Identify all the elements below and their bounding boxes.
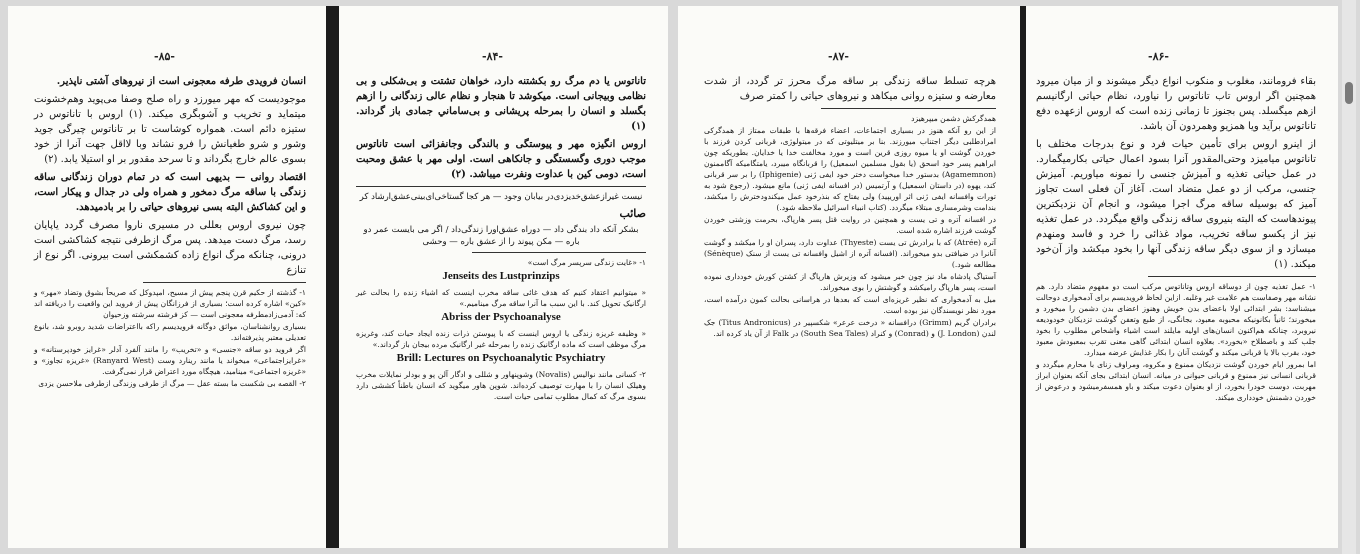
page-number: -۸۶- — [1148, 50, 1169, 63]
footnote: اگر فروید دو ساقه «جنسی» و «تخریب» را مانند آلفرد آدلر «غرایز خودپرستانه» و «غرایزاجتماعی» میخواند یا مانند رینارد وست (Ranyard West) «غریزه تجاوز» و «غریزه اجتماعی» مینامید، هیچگاه مورد اعتراض قرار نمی‌گرفت. — [34, 345, 306, 376]
book-page — [8, 6, 326, 548]
citation-title: Abriss der Psychoanalyse — [441, 311, 561, 323]
poem-verse: نیست غیرازعشق‌خدیزدی‌در بیابان وجود — هر کجا گستاخی‌ای‌بینی‌عشق‌ارشاد کر — [359, 192, 643, 202]
paragraph: اروس انگیزه مهر و پیوستگی و بالندگی وجانفزائی است تاناتوس موجب دوری وگسستگی و جانکاهی است. اولی مهر با عشق ومحبت است، دومی کین با عداوت ونفرت میباشد. (۲) — [356, 139, 646, 180]
paragraph: تاناتوس یا دم مرگ رو بکشتنه دارد، خواهان تشتت و بی‌شکلی و بی نظامی وبیجانی است. میکوشد تا هنجار و نظام عالی زندگانی را ازهم بگسلد و انسان را بمرحله پریشانی و بی‌ساماني جمادی باز گرداند. (۱) — [356, 76, 646, 132]
book-spine — [1020, 6, 1026, 548]
page-number: -۸۴- — [482, 50, 503, 63]
paragraph: چون نیروی اروس بعللی در مسیری ناروا مصرف گردد یاپایان رسد، مرگ دست میدهد. پس مرگ ازطرفی نتیجه کشاکشی است درونی، چنانکه مرگ انواع زاده کشمکشی است بیرونی. اگر نوع از تنازع — [34, 220, 306, 276]
page-body — [34, 74, 306, 390]
scrollbar-thumb[interactable] — [1345, 82, 1353, 104]
footnote-rule — [143, 282, 306, 283]
book-page — [326, 6, 668, 548]
paragraph: موجودیست که مهر میورزد و راه صلح وصفا می‌پوید وهم‌خشونت میتماید و تخریب و آشوبگری میکند. (۱) اروس با تاناتوس در ستیزه دائم است. همواره کوشاست تا بر تاناتوس چیرگی جوید وشور و شرو طغیانش را فرو نشاند وبا لااقل جهت آنرا از خود بسوی عالم خارج بگرداند و تا سرحد مقدور بر او استیلا یابد. (۲) — [34, 94, 306, 165]
footnote: ۱- «غایت زندگی سرپسر مرگ است» — [527, 258, 646, 267]
page-body — [1036, 74, 1316, 404]
citation-title: Jenseits des Lustprinzips — [442, 270, 560, 282]
page-number: -۸۷- — [828, 50, 849, 63]
paragraph: اقتصاد روانی — بدیهی است که در تمام دوران زندگانی ساقه زندگی با ساقه مرگ دمخور و همراه ولی در جدال و پیکار است، و این کشاکش البته بسی نیروهای حیاتی را بر بادمیدهد. — [34, 172, 306, 213]
footnote-rule — [1148, 276, 1316, 277]
footnote: برادران گریم (Grimm) درافسانه « درخت عرعر» شکسپیر در (Titus Andronicus) جک لندن (J. London) و (Conrad) و کنراد (South Sea Tales) در Falk از آن یاد کرده اند. — [704, 318, 996, 338]
page-body — [704, 74, 996, 340]
paragraph: از اینرو اروس برای تأمین حیات فرد و نوع بدرجات مختلف با تاناتوس میامیزد وحتی‌المقدور آنرا بسود اعمال حیاتی بکارمیگمارد. در عمل حیاتی تغذیه و آمیزش جنسی را نمونه میاوریم. آمیزش جنسی، مرکب از دو عمل متضاد است. آغاز آن فعلی است تجاوز آمیز که بوسیله ساقه مرگ اجرا میشود، و انجام آن نزدیکترین پیوندهاست که البته بنیروی ساقه زندگی واقع میگردد. در عمل تغذیه نیز از یکسو ساقه تخریب، مواد غذائی را خرد و فاسد ومنهدم میسازد و از سوی دیگر ساقه زندگی آنها را بخود میکشد واز آن‌خود میکند. (۱) — [1036, 139, 1316, 270]
footnote: اما بمرور ایام خوردن گوشت نزدیکان ممنوع و مکروه، ومراوف زنای با محارم میگردد و قربانی انسانی نیز ممنوع و قربانی حیوانی در میانه. انسان ابتدائی بجای آنکه بعنوان ابراز مهربت، دوست خودرا بخورد، از او بعنوان دعوت میکند و باو همسفرمیشود و درعوض از خوردن دشمنش خودداری میکند. — [1036, 360, 1316, 402]
poet-name: صائب — [619, 207, 646, 220]
paragraph: انسان فرویدی طرفه معجونی است از نیروهای آشتی ناپذیر. — [56, 76, 306, 87]
citation-title: Brill: Lectures on Psychoanalytic Psychiatry — [396, 352, 606, 364]
footnote: آتره (Atrée) که با برادرش تی یست (Thyeste) عداوت دارد، پسران او را میکشد و گوشت آنانرا در ضیافتی بدو میخوراند. (افسانه آتره از اشیل وافسانه تی یست از سنک (Sénèque) مطالعه شود.) — [704, 238, 996, 269]
footnote: ۲- القصه بی شکست ما بسته عقل — مرگ از طرفی وزندگی ازطرفی ملاحسن یزدی — [38, 379, 306, 388]
footnote: ۱- گذشته از حکیم قرن پنجم پیش از مسیح، امپدوکل که صریحاً بشوق وتضاد «مهر» و «کین» اشاره کرده است؛ بسیاری از فرزانگان پیش از فروید این واقعیت را دریافته اند که: آدمی‌زادمطرفه معجونی است — کز فرشته سرشته وزحیوان — [34, 288, 306, 319]
page-body — [356, 74, 646, 403]
paragraph: هرچه تسلط ساقه زندگی بر ساقه مرگ محرز تر گردد، از شدت معارضه و ستیزه روانی میکاهد و نیروهای حیاتی را کمتر صرف — [704, 76, 996, 102]
footnote: ۱- عمل تغذیه چون از دوساقه اروس وتاناتوس مرکب است دو مفهوم متضاد دارد. هم نشانه مهر وصفاست هم علامت غیر وغلبه. ازاین لحاظ فرویدیسم برای آدمخواری دوحالت میشناسد: بشر ابتدائی اولا باعضای بدن خویش وهنوز اعضای بدن دشمن را میخورد و میخورند؛ ثانیاً بکانونیکه محبوبه معبود، بجانگی، از طبع وتعفن گوشت تزدیکان خودودیعه نیروبرد، چنانکه هم‌اکنون انسان‌های اولیه مایلند است اشیاء واشخاص مطلوب را بخود جلب کند و باصطلاح «بخورد». بعلاوه انسان ابتدائی گاهی معنی تقرب بمعبودش معبود خود، بقرب بالا یا قربانی میکند و گوشت آنان را بکار غذایش عرضه میدارد. — [1036, 282, 1316, 357]
footnote: میل به آدمخواری که نظیر غریزه‌ای است که بعدها در هراسانی بحالت کمون درآمده است، مورد نظر نویسندگان نیز بوده است. — [704, 295, 996, 315]
poem-verse: بشکر آنکه داد بندگی داد — دوراه عشق‌اورا زندگی‌داد / اگر می بایست عمر دو باره — مکن پیوند را از عشق باره — وحشی — [363, 225, 639, 247]
footnote: در افسانه آتره و تی یست و همچنین در روایت قتل پسر هارپاگ، بحرمت وزشتی خوردن گوشت فرزند اشاره شده است. — [704, 215, 996, 235]
footnote: همدگرکش دشمن میپرهیزد — [911, 114, 996, 123]
paragraph: بقاء فرومانند، مغلوب و منکوب انواع دیگر میشوند و از میان میرود همچنین اگر اروس تاب تاناتوس را نیاورد، نظام حیاتی ارگانیسم ازهم میگسلد. پس بجنوز تا زمانی زنده است که اروس ازعهده دفع تاناتوس برآید ویا همزیو وهمردون آن باشد. — [1036, 76, 1316, 132]
book-page — [678, 6, 1020, 548]
footnote-rule — [821, 108, 996, 109]
footnote: ۲- کسانی مانند نوالیس (Novalis) وشوپنهاور و شللی و ادگار آلن پو و بودلر نمایلات مخرب وهیلک انسان را با مهارت توصیف کرده‌اند. شوپن هاور میگوید که انسان باطناً کششی دارد بسوی مرگ که کمال مطلوب تمامی حیات است. — [356, 370, 646, 401]
footnote: بسیاری روانشناسان، مواثق دوگانه فرویدیسم راکه بااعتراضات شدید روبرو شد، بانوع تعدیلی معتبر پذیرفته‌اند. — [34, 322, 306, 342]
footnote: « وظیفه غریزه زندگی یا اروس اینست که با پیوستن ذرات زنده ایجاد حیات کند، وغریزه مرگ موظف است که ماده ارگانیک زنده را بمرحله غیر ارگانیک مرده بیجان باز گرداند.» — [356, 329, 646, 349]
footnote: آستیاگ پادشاه ماد نیز چون خبر میشود که وزیرش هارپاگ از کشتن کورش خودداری نموده است، پسر هارپاگ رامیکشد و گوشتش را بوی میخوراند. — [704, 272, 996, 292]
book-page — [1020, 6, 1338, 548]
footnote: از این رو آنکه هنوز در بسیاری اجتماعات، اعضاء فرقه‌ها با طبقات ممتاز از همدگرکی امرادطلبی دیگر اجتناب میورزند. بنا بر میتلیوتی که در میتولوژی، قربانی کردن فرزند با خوردن گوشت او یا میوه روزی قرین است و مورد مخالفت خدا یا خدایان. بطوریکه چون ابراهیم پسر خود اسحق (یا بقول مسلمین اسمعیل) را قربانگاه میبرد، یامتگامیکه آگاممنون (Agamemnon) بدستور خدا میخواست دختر خود ایفی ژنی (Iphigenie) را بر سر قربانی کند، یهوه (در داستان اسمعیل) و آرتمیس (در افسانه ایفی ژنی) مانع میشود. (رجوع شود به تورات وافسانه ایفی ژنی اثر اوریپید) ولی یفتاح که بنذرخود عمل میکندودخترش را میکشد، بندامت وشرمساری مبتلاء میگردد. (کتاب انبیاء اسرائیل ملاحظه شود.) — [704, 126, 996, 212]
page-number: -۸۵- — [154, 50, 175, 63]
book-spine — [326, 6, 339, 548]
footnote: « میتوانیم اعتقاد کنیم که هدف غائی ساقه مخرب اینست که اشیاء زنده را بحالت غیر ارگانیک تحویل کند. با این سبب ما آنرا ساقه مرگ مینامیم.» — [356, 288, 646, 308]
section-rule — [356, 186, 646, 187]
footnote-rule — [472, 252, 646, 253]
